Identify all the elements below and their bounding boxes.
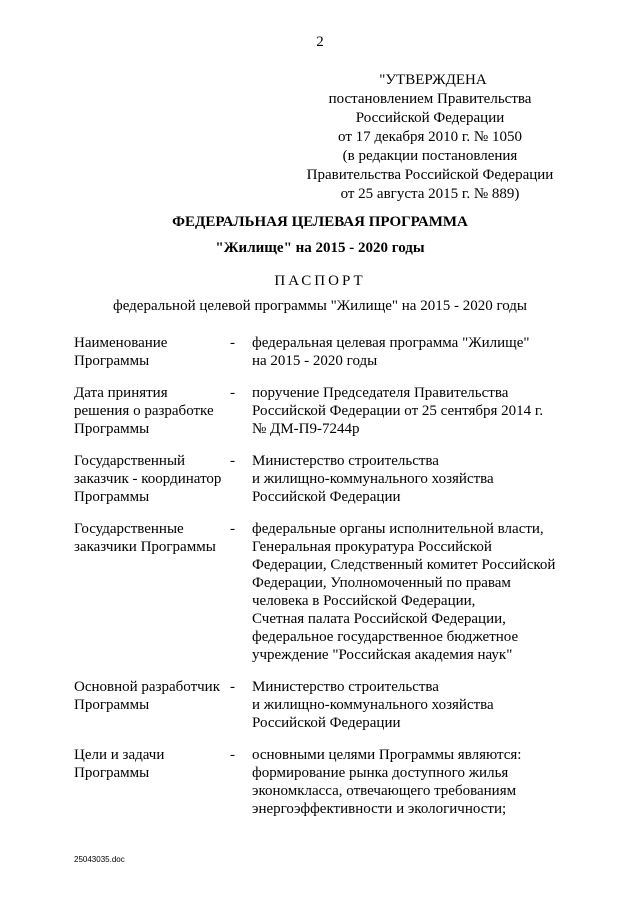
approval-line: Правительства Российской Федерации bbox=[306, 167, 554, 183]
row-value-line: Российской Федерации от 25 сентября 2014 г. bbox=[252, 403, 544, 419]
approval-line: постановлением Правительства bbox=[328, 91, 532, 107]
row-label-line: Государственный bbox=[74, 453, 186, 469]
row-label-line: Цели и задачи bbox=[74, 747, 165, 763]
row-value-line: и жилищно-коммунального хозяйства bbox=[252, 471, 494, 487]
program-title-line: ФЕДЕРАЛЬНАЯ ЦЕЛЕВАЯ ПРОГРАММА bbox=[172, 214, 468, 230]
row-label-line: Программы bbox=[74, 697, 150, 713]
row-value-line: Министерство строительства bbox=[252, 453, 439, 469]
row-value bbox=[252, 678, 572, 732]
row-label-line: Программы bbox=[74, 421, 150, 437]
approval-line: (в редакции постановления bbox=[342, 148, 518, 164]
approval-line: от 25 августа 2015 г. № 889) bbox=[340, 186, 520, 202]
row-value bbox=[252, 746, 572, 818]
passport-row-coordinator bbox=[74, 452, 574, 506]
row-value-line: Счетная палата Российской Федерации, bbox=[252, 611, 506, 627]
row-label bbox=[74, 520, 230, 664]
row-value-line: Федерации, Уполномоченный по правам bbox=[252, 575, 511, 591]
row-label-line: решения о разработке bbox=[74, 403, 214, 419]
row-value-line: Министерство строительства bbox=[252, 679, 439, 695]
row-value-line: Российской Федерации bbox=[252, 715, 401, 731]
row-value bbox=[252, 334, 572, 370]
passport-subheading: федеральной целевой программы "Жилище" на 2015 - 2020 годы bbox=[112, 298, 528, 314]
row-dash: - bbox=[230, 453, 235, 469]
row-label-line: заказчики Программы bbox=[74, 539, 216, 555]
page-number: 2 bbox=[316, 34, 324, 50]
row-value-line: формирование рынка доступного жилья bbox=[252, 765, 509, 781]
row-label-line: Программы bbox=[74, 353, 150, 369]
row-label bbox=[74, 678, 230, 732]
row-label-line: Основной разработчик bbox=[74, 679, 220, 695]
row-dash: - bbox=[230, 679, 235, 695]
row-value bbox=[252, 384, 572, 438]
row-value-line: учреждение "Российская академия наук" bbox=[252, 647, 513, 663]
row-dash: - bbox=[230, 335, 235, 351]
passport-row-developer bbox=[74, 678, 574, 732]
row-value-line: федеральные органы исполнительной власти, bbox=[252, 521, 544, 537]
row-value-line: поручение Председателя Правительства bbox=[252, 385, 509, 401]
row-dash: - bbox=[230, 747, 235, 763]
row-value-line: основными целями Программы являются: bbox=[252, 747, 522, 763]
row-label-line: Государственные bbox=[74, 521, 184, 537]
passport-row-decision-date bbox=[74, 384, 574, 438]
approval-block bbox=[300, 71, 560, 204]
row-value bbox=[252, 452, 572, 506]
passport-row-name bbox=[74, 334, 574, 370]
approval-line: "УТВЕРЖДЕНА bbox=[379, 72, 487, 88]
row-value-line: на 2015 - 2020 годы bbox=[252, 353, 378, 369]
row-label-line: Дата принятия bbox=[74, 385, 168, 401]
row-value-line: энергоэффективности и экологичности; bbox=[252, 801, 507, 817]
row-dash: - bbox=[230, 385, 235, 401]
passport-row-customers bbox=[74, 520, 574, 664]
approval-line: от 17 декабря 2010 г. № 1050 bbox=[338, 129, 522, 145]
row-value-line: Российской Федерации bbox=[252, 489, 401, 505]
row-value-line: № ДМ-П9-7244р bbox=[252, 421, 360, 437]
row-value-line: федеральная целевая программа "Жилище" bbox=[252, 335, 530, 351]
approval-line: Российской Федерации bbox=[355, 110, 505, 126]
row-value-line: Генеральная прокуратура Российской bbox=[252, 539, 492, 555]
row-label bbox=[74, 334, 230, 370]
row-value bbox=[252, 520, 572, 664]
row-label-line: заказчик - координатор bbox=[74, 471, 222, 487]
row-label bbox=[74, 452, 230, 506]
row-value-line: экономкласса, отвечающего требованиям bbox=[252, 783, 517, 799]
row-dash: - bbox=[230, 521, 235, 537]
row-label bbox=[74, 384, 230, 438]
row-value-line: человека в Российской Федерации, bbox=[252, 593, 476, 609]
passport-heading: ПАСПОРТ bbox=[274, 273, 366, 289]
document-filename: 25043035.doc bbox=[74, 855, 125, 864]
row-value-line: и жилищно-коммунального хозяйства bbox=[252, 697, 494, 713]
row-label-line: Программы bbox=[74, 489, 150, 505]
program-title-line: "Жилище" на 2015 - 2020 годы bbox=[215, 240, 425, 256]
row-label bbox=[74, 746, 230, 818]
row-label-line: Программы bbox=[74, 765, 150, 781]
passport-row-goals bbox=[74, 746, 574, 818]
row-value-line: Федерации, Следственный комитет Российской bbox=[252, 557, 556, 573]
row-value-line: федеральное государственное бюджетное bbox=[252, 629, 519, 645]
program-title bbox=[0, 209, 640, 261]
passport-table bbox=[74, 334, 574, 832]
row-label-line: Наименование bbox=[74, 335, 168, 351]
